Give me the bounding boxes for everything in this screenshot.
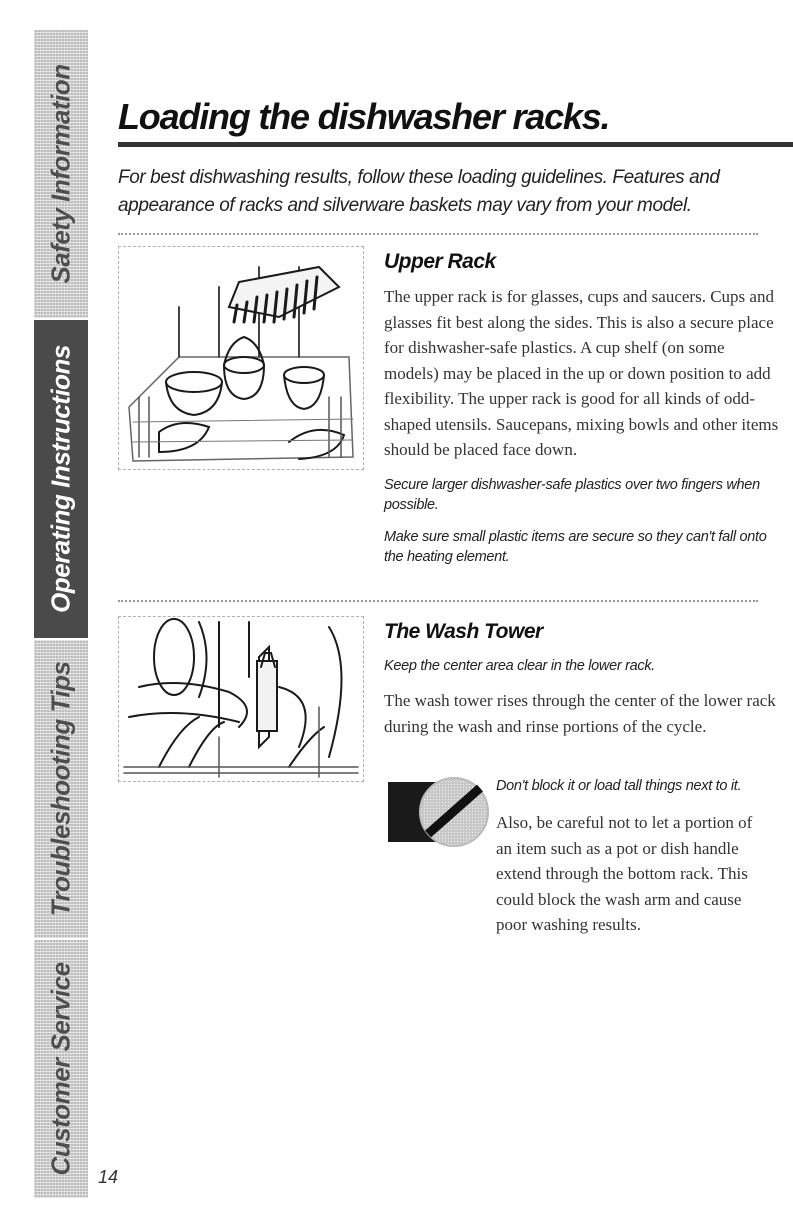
wash-tower-section <box>384 620 779 739</box>
warning-section <box>496 776 766 938</box>
tab-troubleshooting-tips[interactable] <box>34 640 88 940</box>
section-heading: Upper Rack <box>384 250 496 273</box>
tab-label: Operating Instructions <box>45 345 76 613</box>
tab-customer-service[interactable] <box>34 940 88 1200</box>
intro-text: For best dishwashing results, follow these loading guidelines. Features and appearance of racks and silverware baskets may vary from your model. <box>118 167 720 216</box>
wash-tower-body: The wash tower rises through the center of the lower rack during the wash and rinse portions of the cycle. <box>384 691 776 736</box>
divider <box>118 233 758 235</box>
divider <box>118 600 758 602</box>
page-title: Loading the dishwasher racks. <box>118 96 610 137</box>
tab-operating-instructions[interactable] <box>34 320 88 640</box>
page-number: 14 <box>98 1167 119 1187</box>
prohibited-icon <box>388 772 496 850</box>
warning-note: Don't block it or load tall things next to it. <box>496 778 742 794</box>
upper-rack-note-small-items: Make sure small plastic items are secure so they can't fall onto the heating element. <box>384 528 767 565</box>
tab-label: Troubleshooting Tips <box>45 661 76 917</box>
wash-tower-illustration <box>118 616 364 782</box>
side-tabs <box>34 30 88 1200</box>
upper-rack-illustration <box>118 246 364 470</box>
upper-rack-note-plastics: Secure larger dishwasher-safe plastics over two fingers when possible. <box>384 476 760 513</box>
warning-body: Also, be careful not to let a portion of an item such as a pot or dish handle extend through the bottom rack. This could block the wash arm and cause poor washing results. <box>496 813 753 934</box>
tab-safety-information[interactable] <box>34 30 88 320</box>
section-heading: The Wash Tower <box>384 620 543 643</box>
upper-rack-body: The upper rack is for glasses, cups and saucers. Cups and glasses fit best along the sides. This is also a secure place for dishwasher-safe plastics. A cup shelf (on some models) may be placed in the up or down position to add flexibility. The upper rack is good for all kinds of odd-shaped utensils. Saucepans, mixing bowls and other items should be placed face down. <box>384 287 779 459</box>
title-rule <box>118 142 793 147</box>
tab-label: Customer Service <box>45 962 76 1176</box>
wash-tower-note: Keep the center area clear in the lower rack. <box>384 658 656 674</box>
tab-label: Safety Information <box>45 64 76 284</box>
upper-rack-section <box>384 250 779 567</box>
